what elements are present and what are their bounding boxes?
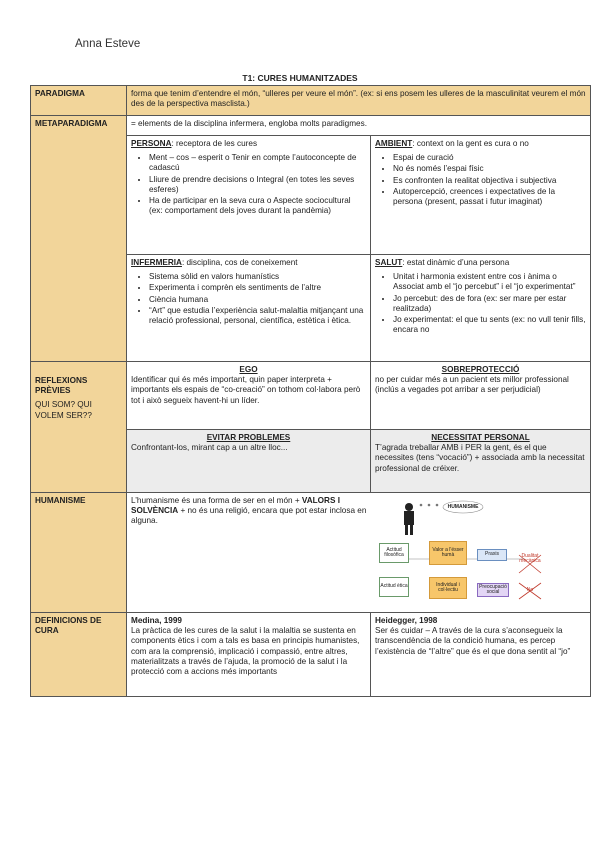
list-item: • No és només l’espai físic: [393, 164, 586, 174]
row-definicions: [31, 613, 591, 697]
diagram-box: Praxis: [477, 549, 507, 561]
list-item: • Unitat i harmonia existent entre cos i ànima o Associat amb el “jo percebut” i el “jo experimentat”: [393, 272, 586, 292]
diagram-box: Preocupació social: [477, 583, 509, 597]
list-item: • Autopercepció, creences i expectatives de la persona (present, passat i futur imaginat): [393, 187, 586, 207]
label-paradigma: PARADIGMA: [31, 86, 127, 116]
list-item: • Espai de curació: [393, 153, 586, 163]
ambient-desc: : context on la gent es cura o no: [412, 139, 529, 148]
thought-dot-icon: [428, 504, 431, 507]
ambient-list: [375, 153, 586, 207]
evitar-text: Confrontant-los, mirant cap a un altre lloc...: [131, 443, 288, 453]
humanisme-text: [131, 496, 367, 527]
reflexions-title: REFLEXIONS PRÈVIES: [35, 376, 88, 396]
list-item: • Ciència humana: [149, 295, 366, 305]
cell-infermeria: [127, 255, 371, 362]
diagram-box: No: [526, 587, 534, 594]
humanisme-text-b: + no és una religió, encara que pot estar inclosa en alguna.: [131, 506, 367, 526]
diagram-box: Actitud ètica: [379, 577, 409, 597]
heidegger-title: Heidegger, 1998: [375, 616, 438, 625]
reflexions-subtitle: QUI SOM? QUI VOLEM SER??: [35, 400, 92, 420]
humanisme-text-bold: VALORS I SOLVÈNCIA: [131, 496, 340, 516]
heidegger-text: Ser és cuidar – A través de la cura s’aconsegueix la transcendència de la condició humana, es percep l’existència de “l’altre” que és el que dona sentit al “jo”: [375, 626, 571, 656]
label-definicions: DEFINICIONS DE CURA: [31, 613, 127, 697]
list-item: • “Art” que estudia l’experiència salut-malaltia mitjançant una relació professional, personal, científica, estètica i ètica.: [149, 306, 366, 326]
label-metaparadigma: METAPARADIGMA: [31, 116, 127, 362]
person-leg-icon: [410, 525, 413, 535]
author-name: Anna Esteve: [75, 38, 141, 50]
cell-sobreproteccio: [371, 362, 591, 430]
cell-salut: [371, 255, 591, 362]
diagram-box: Individual i col·lectiu: [429, 577, 467, 599]
label-humanisme: HUMANISME: [31, 493, 127, 613]
salut-title: SALUT: [375, 258, 403, 267]
diagram-box: Valor a l'ésser humà: [429, 541, 467, 565]
diagram-bubble-label: HUMANISME: [447, 503, 479, 510]
ego-title: EGO: [239, 365, 258, 374]
list-item: • Ha de participar en la seva cura o Aspecte sociocultural (ex: comportament dels joves durant la pandèmia): [149, 196, 366, 216]
cell-evitar: [127, 430, 371, 493]
necessitat-text: T’agrada treballar AMB i PER la gent, és el que necessites (tens “vocació”) + associada amb la necessitat professional de créixer.: [375, 443, 585, 473]
list-item: • Jo percebut: des de fora (ex: ser mare per estar realitzada): [393, 294, 586, 314]
person-leg-icon: [405, 525, 408, 535]
cell-heidegger: [371, 613, 591, 697]
row-metaparadigma: [31, 116, 591, 136]
list-item: • Es confronten la realitat objectiva i subjectiva: [393, 176, 586, 186]
list-item: • Sistema sòlid en valors humanístics: [149, 272, 366, 282]
document-title: T1: CURES HUMANITZADES: [242, 73, 358, 83]
ambient-title: AMBIENT: [375, 139, 413, 148]
row-reflexions-1: [31, 362, 591, 430]
sobreproteccio-title: SOBREPROTECCIÓ: [441, 365, 520, 374]
person-body-icon: [404, 511, 414, 525]
list-item: • Ment – cos – esperit o Tenir en compte l’autoconcepte de cadascú: [149, 153, 366, 173]
persona-title: PERSONA: [131, 139, 172, 148]
list-item: • Jo experimentat: el que tu sents (ex: no vull tenir fills, encara no: [393, 315, 586, 335]
thought-dot-icon: [436, 504, 439, 507]
paradigma-text: forma que tenim d’entendre el món, “ulleres per veure el món”. (ex: si ens posem les ulleres de la masculinitat veurem el món des de la perspectiva masclista.): [127, 86, 591, 116]
cell-humanisme: [127, 493, 591, 613]
humanisme-diagram: [375, 499, 575, 603]
cell-persona: [127, 136, 371, 255]
notes-table: [30, 85, 591, 697]
thought-dot-icon: [420, 504, 423, 507]
persona-desc: : receptora de les cures: [171, 139, 258, 148]
person-head-icon: [405, 503, 413, 511]
humanisme-text-a: L’humanisme és una forma de ser en el món +: [131, 496, 302, 505]
infermeria-list: [131, 272, 366, 326]
cell-necessitat: [371, 430, 591, 493]
infermeria-title: INFERMERIA: [131, 258, 182, 267]
persona-list: [131, 153, 366, 216]
metaparadigma-intro: = elements de la disciplina infermera, engloba molts paradigmes.: [127, 116, 591, 136]
salut-desc: : estat dinàmic d’una persona: [402, 258, 510, 267]
ego-text: Identificar qui és més important, quin paper interpreta + importants els espais de “co-creació” on tothom col·labora però tot i això segueix havent-hi un líder.: [131, 375, 361, 405]
diagram-box: Dualitat mecànica: [519, 552, 541, 564]
row-paradigma: [31, 86, 591, 116]
medina-title: Medina, 1999: [131, 616, 182, 625]
row-humanisme: [31, 493, 591, 613]
list-item: • Lliure de prendre decisions o Integral (en totes les seves esferes): [149, 175, 366, 195]
infermeria-desc: : disciplina, cos de coneixement: [181, 258, 298, 267]
necessitat-title: NECESSITAT PERSONAL: [431, 433, 530, 442]
medina-text: La pràctica de les cures de la salut i la malaltia se sustenta en components ètics i com a tals es basa en principis humanistes, com ara la comprensió, implicació i compassió, entre altres, materialitzats a través de l’ajuda, la promoció de la salut i la protecció com a accions més importants: [131, 626, 360, 677]
cell-ambient: [371, 136, 591, 255]
list-item: • Experimenta i comprèn els sentiments de l’altre: [149, 283, 366, 293]
sobreproteccio-text: no per cuidar més a un pacient ets millor professional (inclús a vegades pot arribar a ser perjudicial): [375, 375, 569, 395]
cell-medina: [127, 613, 371, 697]
cell-ego: [127, 362, 371, 430]
diagram-box: Actitud filosòfica: [379, 543, 409, 563]
label-reflexions: [31, 362, 127, 493]
salut-list: [375, 272, 586, 335]
evitar-title: EVITAR PROBLEMES: [206, 433, 291, 442]
